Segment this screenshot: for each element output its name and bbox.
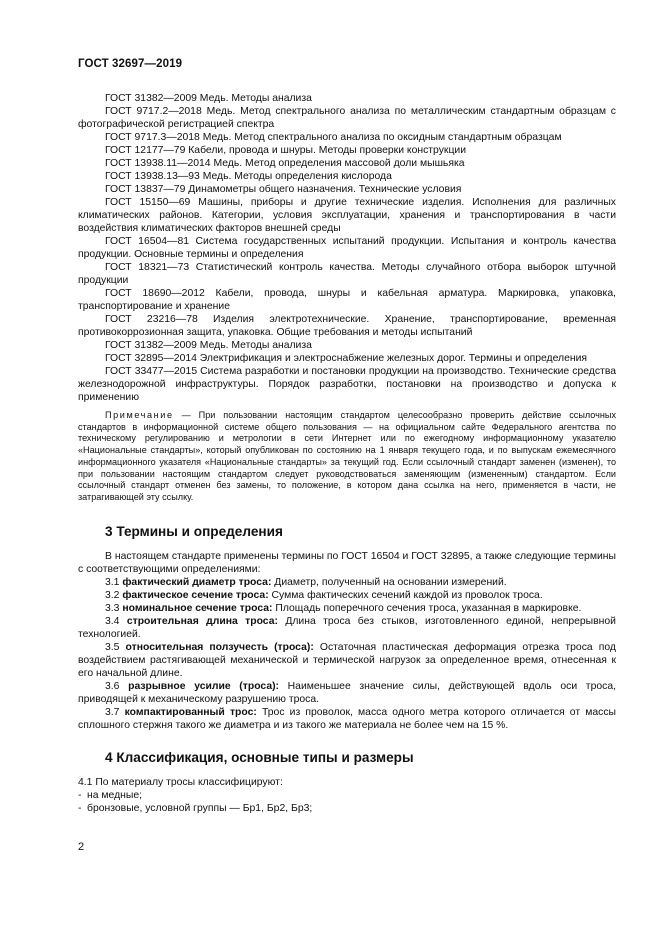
term-definition: 3.6 разрывное усилие (троса): Наименьшее значение силы, действующей вдоль оси троса, приводящей к механическому разрушению троса. bbox=[78, 680, 616, 705]
reference-item: ГОСТ 9717.2—2018 Медь. Метод спектрального анализа по металлическим стандартным образцам с фотографической регистрацией спектра bbox=[78, 106, 616, 130]
note-paragraph bbox=[78, 410, 616, 504]
term-name: строительная длина троса: bbox=[126, 615, 278, 627]
note-label: Примечание bbox=[105, 410, 174, 420]
reference-item: ГОСТ 33477—2015 Система разработки и постановки продукции на производство. Технические средства железнодорожной инфраструктуры. Порядок разработки, постановки на производство и допуска к применению bbox=[78, 366, 616, 403]
page-number: 2 bbox=[78, 841, 85, 853]
term-name: номинальное сечение троса: bbox=[122, 602, 273, 614]
document-header: ГОСТ 32697—2019 bbox=[78, 58, 183, 70]
term-definition: 3.7 компактированный трос: Трос из проволок, масса одного метра которого отличается от массы сплошного стержня такого же диаметра и из такого же материала не более чем на 15 %. bbox=[78, 706, 616, 731]
reference-item: ГОСТ 23216—78 Изделия электротехнические. Хранение, транспортирование, временная противокоррозионная защита, упаковка. Общие требования и методы испытаний bbox=[78, 314, 616, 338]
term-definition: 3.3 номинальное сечение троса: Площадь поперечного сечения троса, указанная в маркировке. bbox=[105, 602, 582, 614]
note-text: — При пользовании настоящим стандартом целесообразно проверить действие ссылочных стандартов в информационной системе общего пользования — на официальном сайте Федерального агентства по техническому регулированию и метрологии в сети Интернет или по ежегодному информационному указателю «Национальные стандарты», который опубликован по состоянию на 1 января текущего года, и по выпускам ежемесячного информационного указателя «Национальные стандарты» за текущий год. Если ссылочный стандарт заменен (изменен), то при пользовании настоящим стандартом следует руководствоваться заменяющим (измененным) стандартом. Если ссылочный стандарт отменен без замены, то положение, в котором дана ссылка на него, применяется в части, не затрагивающей эту ссылку. bbox=[78, 410, 616, 502]
reference-item: ГОСТ 13837—79 Динамометры общего назначения. Технические условия bbox=[105, 184, 462, 195]
document-body bbox=[78, 92, 616, 815]
normative-references bbox=[78, 92, 616, 404]
reference-item: ГОСТ 9717.3—2018 Медь. Метод спектрального анализа по оксидным стандартным образцам bbox=[105, 132, 562, 143]
term-definition: 3.1 фактический диаметр троса: Диаметр, полученный на основании измерений. bbox=[105, 576, 507, 588]
section-3-title: 3 Термины и определения bbox=[105, 523, 283, 539]
section-4-intro: 4.1 По материалу тросы классифицируют: bbox=[78, 776, 283, 788]
term-name: относительная ползучесть (троса): bbox=[125, 641, 314, 653]
term-definition: 3.4 строительная длина троса: Длина троса без стыков, изготовленного единой, непрерывной технологией. bbox=[78, 615, 616, 640]
list-item: - на медные; bbox=[78, 789, 143, 801]
reference-item: ГОСТ 18321—73 Статистический контроль качества. Методы случайного отбора выборок штучной продукции bbox=[78, 262, 616, 286]
reference-item: ГОСТ 12177—79 Кабели, провода и шнуры. Методы проверки конструкции bbox=[105, 145, 467, 156]
reference-item: ГОСТ 13938.13—93 Медь. Методы определения кислорода bbox=[105, 171, 392, 182]
term-name: фактический диаметр троса: bbox=[122, 576, 272, 588]
reference-item: ГОСТ 16504—81 Система государственных испытаний продукции. Испытания и контроль качества продукции. Основные термины и определения bbox=[78, 236, 616, 260]
term-name: разрывное усилие (троса): bbox=[128, 680, 280, 692]
section-3-intro: В настоящем стандарте применены термины по ГОСТ 16504 и ГОСТ 32895, а также следующие термины с соответствующими определениями: bbox=[78, 550, 616, 575]
term-definition: 3.2 фактическое сечение троса: Сумма фактических сечений каждой из проволок троса. bbox=[105, 589, 543, 601]
reference-item: ГОСТ 31382—2009 Медь. Методы анализа bbox=[105, 340, 312, 351]
term-name: фактическое сечение троса: bbox=[122, 589, 269, 601]
term-name: компактированный трос: bbox=[124, 706, 257, 718]
reference-item: ГОСТ 31382—2009 Медь. Методы анализа bbox=[105, 93, 312, 104]
reference-item: ГОСТ 13938.11—2014 Медь. Метод определения массовой доли мышьяка bbox=[105, 158, 465, 169]
reference-item: ГОСТ 32895—2014 Электрификация и электроснабжение железных дорог. Термины и определения bbox=[105, 353, 588, 364]
section-4-title: 4 Классификация, основные типы и размеры bbox=[105, 749, 414, 765]
reference-item: ГОСТ 18690—2012 Кабели, провода, шнуры и кабельная арматура. Маркировка, упаковка, транспортирование и хранение bbox=[78, 288, 616, 312]
list-item: - бронзовые, условной группы — Бр1, Бр2, Бр3; bbox=[78, 802, 313, 814]
reference-item: ГОСТ 15150—69 Машины, приборы и другие технические изделия. Исполнения для различных климатических районов. Категории, условия эксплуатации, хранения и транспортирования в части воздействия климатических факторов внешней среды bbox=[78, 197, 616, 234]
term-definition: 3.5 относительная ползучесть (троса): Остаточная пластическая деформация отрезка троса под воздействием растягивающей механической и термической нагрузок за определенное время, отнесенная к его начальной длине. bbox=[78, 641, 616, 679]
